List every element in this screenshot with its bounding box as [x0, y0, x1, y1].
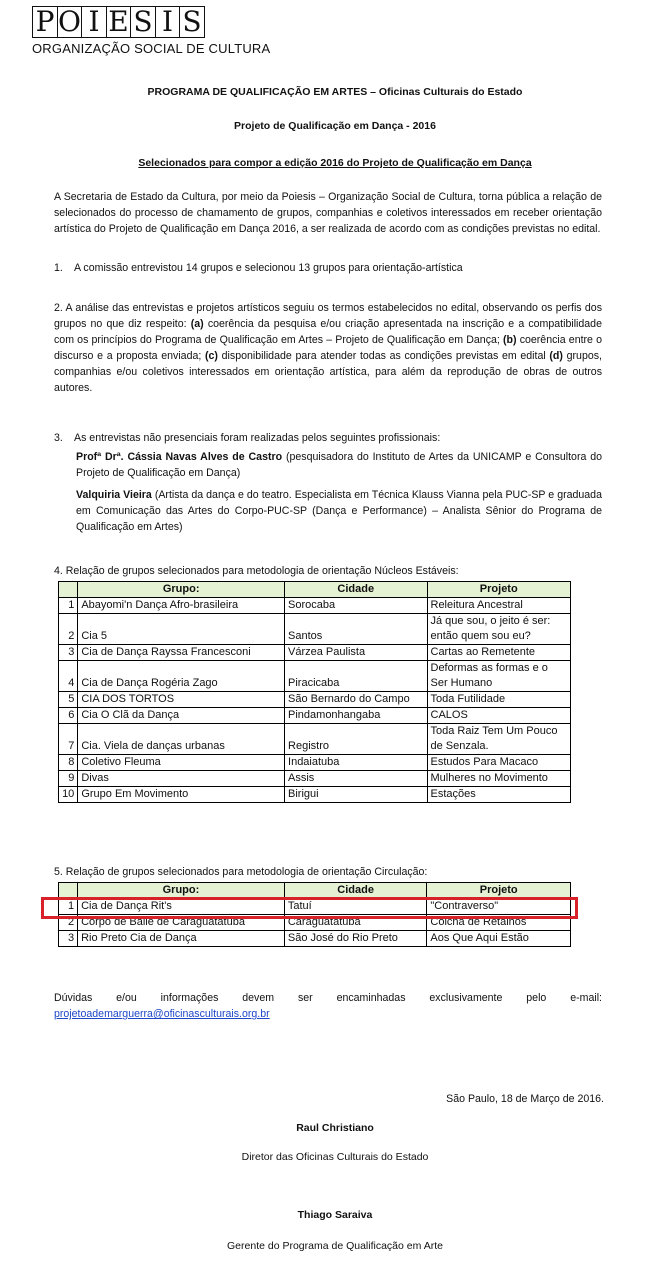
row-cidade: Piracicaba [285, 661, 427, 692]
row-projeto: Toda Futilidade [427, 692, 571, 708]
row-cidade: São José do Rio Preto [284, 931, 427, 947]
row-grupo: Coletivo Fleuma [78, 755, 285, 771]
row-cidade: Indaiatuba [285, 755, 427, 771]
program-title: PROGRAMA DE QUALIFICAÇÃO EM ARTES – Oficinas Culturais do Estado [147, 86, 523, 98]
row-grupo: Cia. Viela de danças urbanas [78, 724, 285, 755]
logo-letter: I [81, 6, 107, 38]
project-title: Projeto de Qualificação em Dança - 2016 [234, 120, 436, 132]
row-projeto: CALOS [427, 708, 571, 724]
row-number: 2 [59, 614, 78, 645]
header-grupo: Grupo: [78, 883, 285, 899]
row-grupo: Cia de Dança Rayssa Francesconi [78, 645, 285, 661]
table-row [59, 787, 571, 803]
date-line: São Paulo, 18 de Março de 2016. [446, 1093, 604, 1105]
criterion-a-key: (a) [190, 318, 204, 330]
table-row [59, 708, 571, 724]
logo-letter: P [32, 6, 58, 38]
row-projeto: Aos Que Aqui Estão [427, 931, 571, 947]
row-number: 5 [59, 692, 78, 708]
row-projeto: Estudos Para Macaco [427, 755, 571, 771]
table-header-row [59, 582, 571, 598]
signer-2-role: Gerente do Programa de Qualificação em Arte [227, 1240, 443, 1252]
row-number: 9 [59, 771, 78, 787]
table-nucleos-estaveis [58, 581, 571, 803]
criterion-c: disponibilidade para atender todas as condições previstas em edital [221, 350, 546, 362]
highlight-box [41, 897, 578, 919]
table-row [59, 661, 571, 692]
row-number: 7 [59, 724, 78, 755]
row-cidade: Birigui [285, 787, 427, 803]
item-1 [54, 260, 602, 276]
row-cidade: Sorocaba [285, 598, 427, 614]
row-cidade: Várzea Paulista [285, 645, 427, 661]
table-row [59, 771, 571, 787]
interviewer-2 [76, 487, 602, 535]
logo-letter: S [130, 6, 156, 38]
row-projeto: Deformas as formas e o Ser Humano [427, 661, 571, 692]
criterion-d-key: (d) [549, 350, 563, 362]
contact-email-link[interactable]: projetoademarguerra@oficinasculturais.org.br [54, 1008, 270, 1020]
table-1-caption: 4. Relação de grupos selecionados para metodologia de orientação Núcleos Estáveis: [54, 565, 459, 577]
table-row [59, 692, 571, 708]
table-row [59, 598, 571, 614]
row-grupo: Corpo de Baile de Caraguatatuba [78, 915, 285, 931]
item-3-number: 3. [54, 432, 63, 444]
table-row [59, 645, 571, 661]
header-number [59, 582, 78, 598]
row-projeto: "Contraverso" [427, 899, 571, 915]
contact-text: Dúvidas e/ou informações devem ser encaminhadas exclusivamente pelo e-mail: [54, 992, 602, 1004]
row-number: 2 [59, 915, 78, 931]
table-row [59, 755, 571, 771]
row-projeto: Toda Raiz Tem Um Pouco de Senzala. [427, 724, 571, 755]
header-cidade: Cidade [284, 883, 427, 899]
item-3-text: As entrevistas não presenciais foram realizadas pelos seguintes profissionais: [74, 432, 441, 444]
table-row [59, 931, 571, 947]
row-number: 1 [59, 598, 78, 614]
row-projeto: Já que sou, o jeito é ser: então quem sou eu? [427, 614, 571, 645]
row-cidade: Caraguatatuba [284, 915, 427, 931]
signer-2-name: Thiago Saraiva [297, 1209, 373, 1221]
row-grupo: Cia 5 [78, 614, 285, 645]
logo-letter: E [106, 6, 132, 38]
contact-paragraph [54, 990, 602, 1022]
criterion-c-key: (c) [205, 350, 218, 362]
row-grupo: Cia de Dança Rit's [78, 899, 285, 915]
row-cidade: São Bernardo do Campo [285, 692, 427, 708]
signer-1-name: Raul Christiano [296, 1122, 374, 1134]
row-number: 8 [59, 755, 78, 771]
header-grupo: Grupo: [78, 582, 285, 598]
header-projeto: Projeto [427, 582, 571, 598]
criterion-a: coerência da pesquisa e/ou criação apresentada na inscrição e a compatibilidade com os princípios do Programa de Qualificação em Artes – Projeto de Qualificação em Dança; [54, 318, 602, 346]
item-2 [54, 300, 602, 396]
item-1-text: A comissão entrevistou 14 grupos e selecionou 13 grupos para orientação-artística [74, 262, 463, 274]
row-grupo: CIA DOS TORTOS [78, 692, 285, 708]
interviewer-1-desc: (pesquisadora do Instituto de Artes da UNICAMP e Consultora do Projeto de Qualificação em Dança) [76, 451, 603, 479]
item-1-number: 1. [54, 262, 63, 274]
interviewer-1 [76, 449, 602, 481]
item-3 [54, 430, 602, 446]
header-projeto: Projeto [427, 883, 571, 899]
row-cidade: Santos [285, 614, 427, 645]
row-number: 4 [59, 661, 78, 692]
row-grupo: Cia O Clã da Dança [78, 708, 285, 724]
row-projeto: Colcha de Retalhos [427, 915, 571, 931]
row-grupo: Cia de Dança Rogéria Zago [78, 661, 285, 692]
table-row [59, 614, 571, 645]
row-number: 3 [59, 931, 78, 947]
row-grupo: Grupo Em Movimento [78, 787, 285, 803]
row-number: 10 [59, 787, 78, 803]
intro-paragraph: A Secretaria de Estado da Cultura, por meio da Poiesis – Organização Social de Cultura, torna pública a relação de selecionados do processo de chamamento de grupos, companhias e coletivos interessados em receber orientação artística do Projeto de Qualificação em Dança 2016, a ser realizada de acordo com as condições previstas no edital. [54, 191, 602, 235]
row-cidade: Assis [285, 771, 427, 787]
item-2-intro: 2. A análise das entrevistas e projetos artísticos seguiu os termos estabelecidos no edital, observando os perfis dos grupos no que diz respeito: [54, 302, 602, 330]
row-cidade: Tatuí [284, 899, 427, 915]
table-row [59, 724, 571, 755]
row-grupo: Abayomi'n Dança Afro-brasileira [78, 598, 285, 614]
row-projeto: Releitura Ancestral [427, 598, 571, 614]
selection-title: Selecionados para compor a edição 2016 do Projeto de Qualificação em Dança [138, 157, 532, 169]
row-grupo: Divas [78, 771, 285, 787]
logo-letter: O [58, 5, 81, 38]
table-2-caption: 5. Relação de grupos selecionados para metodologia de orientação Circulação: [54, 866, 428, 878]
row-cidade: Registro [285, 724, 427, 755]
row-projeto: Cartas ao Remetente [427, 645, 571, 661]
logo-letter: S [179, 6, 205, 38]
signer-1-role: Diretor das Oficinas Culturais do Estado [241, 1151, 429, 1163]
row-projeto: Estações [427, 787, 571, 803]
logo-letter: I [155, 6, 181, 38]
interviewer-2-desc: (Artista da dança e do teatro. Especialista em Técnica Klauss Vianna pela PUC-SP e graduada em Comunicação das Artes do Corpo-PUC-SP (Dança e Performance) – Analista Sênior do Programa de Qualificação em Artes) [76, 489, 602, 533]
row-cidade: Pindamonhangaba [285, 708, 427, 724]
criterion-d: grupos, companhias e/ou coletivos interessados em orientação artística, para além da reprodução de obras de outros autores. [54, 350, 602, 394]
row-grupo: Rio Preto Cia de Dança [78, 931, 285, 947]
criterion-b: coerência entre o discurso e a proposta enviada; [54, 334, 602, 362]
row-number: 1 [59, 899, 78, 915]
interviewer-1-name: Profª Drª. Cássia Navas Alves de Castro [76, 451, 283, 463]
poiesis-logo [32, 6, 270, 56]
logo-subtitle: ORGANIZAÇÃO SOCIAL DE CULTURA [32, 41, 271, 56]
criterion-b-key: (b) [503, 334, 517, 346]
header-cidade: Cidade [285, 582, 427, 598]
logo-wordmark [32, 6, 270, 38]
row-projeto: Mulheres no Movimento [427, 771, 571, 787]
interviewer-2-name: Valquiria Vieira [76, 489, 152, 501]
row-number: 6 [59, 708, 78, 724]
row-number: 3 [59, 645, 78, 661]
